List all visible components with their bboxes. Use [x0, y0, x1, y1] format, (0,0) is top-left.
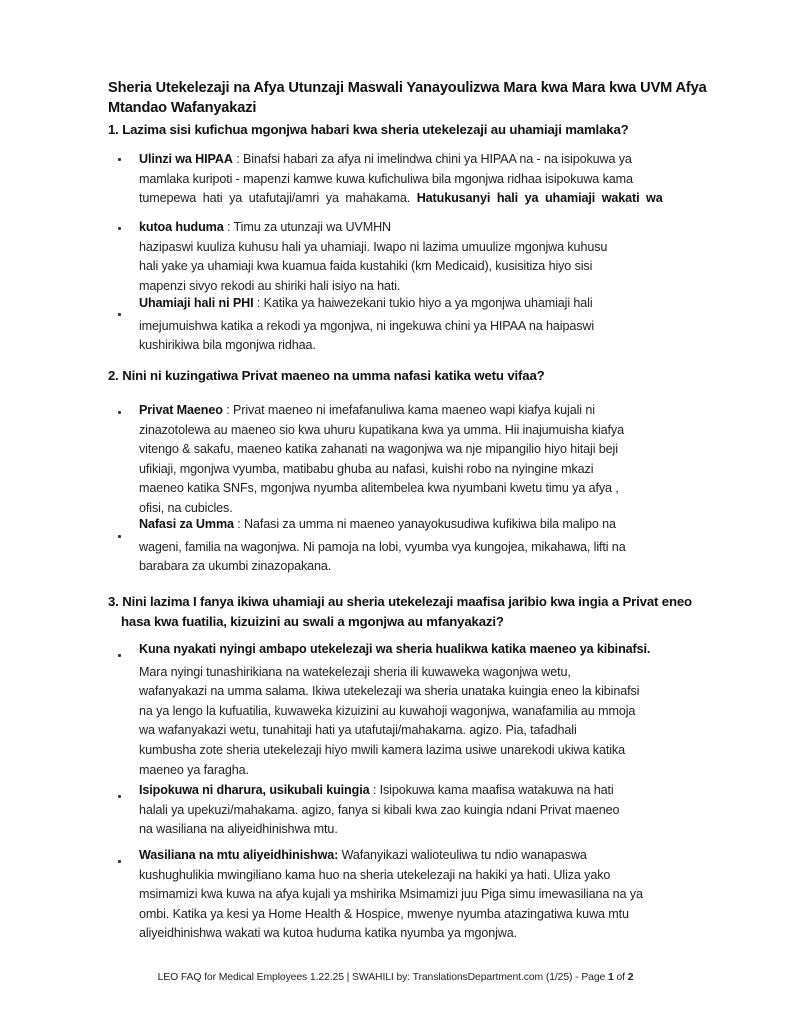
- item-text: : Katika ya haiwezekani tukio hiyo a ya mgonjwa uhamiaji hali: [253, 296, 593, 310]
- item-text: : Nafasi za umma ni maeneo yanayokusudiwa kufikiwa bila malipo na: [233, 517, 616, 531]
- footer-of-label: of: [613, 972, 628, 983]
- question-3-line-1: 3. Nini lazima I fanya ikiwa uhamiaji au sheria utekelezaji maafisa jaribio kwa ingia a Privat eneo: [108, 594, 692, 609]
- answer-item-privat-maeneo: [139, 401, 709, 519]
- item-text: maeneo ya faragha.: [139, 762, 249, 777]
- item-text: zinazotolewa au maeneo sio kwa uhuru kupatikana kwa ya umma. Hii inajumuisha kiafya: [139, 422, 624, 437]
- answer-item-kuna-nyakati: [139, 640, 709, 780]
- question-2: 2. Nini ni kuzingatiwa Privat maeneo na umma nafasi katika wetu vifaa?: [108, 368, 545, 383]
- item-text: Mara nyingi tunashirikiana na watekelezaji sheria ili kuwaweka wagonjwa wetu,: [139, 664, 571, 679]
- item-text: maeneo katika SNFs, mgonjwa nyumba alitembelea kwa nyumbani kwetu timu ya afya ,: [139, 481, 619, 496]
- item-text: wafanyakazi na umma salama. Ikiwa utekelezaji wa sheria unataka kuingia eneo la kibinafsi: [139, 684, 640, 699]
- item-text: tumepewa hati ya utafutaji/amri ya mahakama.: [139, 191, 417, 206]
- item-text: kushirikiwa bila mgonjwa ridhaa.: [139, 338, 316, 353]
- item-text: na ya lengo la kufuatilia, kuwaweka kizuizini au kuwahoji wagonjwa, wanafamilia au mmoja: [139, 703, 636, 718]
- answer-item-wasiliana: [139, 846, 709, 944]
- item-text: mapenzi sivyo rekodi au shiriki hali isiyo na hati.: [139, 278, 401, 293]
- question-3-line-2: hasa kwa fuatilia, kizuizini au swali a mgonjwa au mfanyakazi?: [121, 614, 504, 629]
- item-label: Uhamiaji hali ni PHI: [139, 296, 254, 310]
- item-text: mamlaka kuripoti - mapenzi kamwe kuwa kufichuliwa bila mgonjwa ridhaa isipokuwa kama: [139, 171, 633, 186]
- item-text: hazipaswi kuuliza kuhusu hali ya uhamiaji. Iwapo ni lazima umuulize mgonjwa kuhusu: [139, 239, 608, 254]
- bullet-icon: [117, 408, 125, 416]
- item-text: barabara za ukumbi zinazopakana.: [139, 559, 332, 574]
- page-footer: [0, 972, 791, 983]
- bullet-icon: [117, 532, 125, 540]
- bullet-icon: [117, 310, 125, 318]
- bullet-icon: [117, 651, 125, 659]
- footer-page-current: 1: [607, 972, 614, 983]
- item-text: ufikiaji, mgonjwa vyumba, matibabu ghuba au nafasi, kuishi robo na nyingine mkazi: [139, 461, 594, 476]
- item-text: na wasiliana na aliyeidhinishwa mtu.: [139, 822, 338, 837]
- item-text: kushughulikia mwingiliano kama huo na sheria utekelezaji na hakiki ya hati. Uliza yako: [139, 867, 611, 882]
- item-text: halali ya upekuzi/mahakama. agizo, fanya si kibali kwa zao kuingia ndani Privat maeneo: [139, 802, 620, 817]
- bullet-icon: [117, 224, 125, 232]
- item-text: wa wafanyakazi wetu, tunahitaji hati ya utafutaji/mahakama. agizo. Pia, tafadhali: [139, 723, 577, 738]
- answer-item-phi: [139, 294, 709, 356]
- title-line-1: Sheria Utekelezaji na Afya Utunzaji Maswali Yanayoulizwa Mara kwa Mara kwa UVM Afya: [108, 80, 707, 96]
- footer-page-total: 2: [627, 972, 634, 983]
- item-text: : Isipokuwa kama maafisa watakuwa na hati: [369, 783, 614, 797]
- bullet-icon: [117, 155, 125, 163]
- item-bold-text: Hatukusanyi hali ya uhamiaji wakati wa: [416, 191, 663, 206]
- item-text: vitengo & sakafu, maeneo katika zahanati na wagonjwa wa nje mipangilio hiyo hitaji beji: [139, 442, 618, 457]
- item-label: Isipokuwa ni dharura, usikubali kuingia: [139, 783, 370, 797]
- answer-item-dharura: [139, 781, 709, 840]
- item-text: hali yake ya uhamiaji kwa kuamua faida kustahiki (km Medicaid), kusisitiza hiyo sisi: [139, 259, 593, 274]
- item-label: Ulinzi wa HIPAA: [139, 152, 233, 166]
- item-text: : Privat maeneo ni imefafanuliwa kama maeneo wapi kiafya kujali ni: [222, 403, 595, 417]
- item-text: imejumuishwa katika a rekodi ya mgonjwa, ni ingekuwa chini ya HIPAA na haipaswi: [139, 318, 595, 333]
- item-label: Privat Maeneo: [139, 403, 223, 417]
- footer-text: LEO FAQ for Medical Employees 1.22.25 | SWAHILI by: TranslationsDepartment.com (1/25) - Page: [157, 972, 608, 983]
- item-text: : Timu za utunzaji wa UVMHN: [223, 220, 392, 234]
- item-label: Kuna nyakati nyingi ambapo utekelezaji wa sheria hualikwa katika maeneo ya kibinafsi.: [139, 642, 651, 656]
- item-text: kumbusha zote sheria utekelezaji hiyo mwili kamera lazima usiwe unarekodi ukiwa katika: [139, 742, 625, 757]
- item-text: Wafanyikazi walioteuliwa tu ndio wanapaswa: [338, 848, 587, 862]
- item-label: Wasiliana na mtu aliyeidhinishwa:: [139, 848, 339, 862]
- item-text: aliyeidhinishwa wakati wa kutoa huduma katika nyumba ya mgonjwa.: [139, 926, 518, 941]
- item-text: msimamizi kwa kuwa na afya kujali ya mshirika Msimamizi juu Piga simu imewasiliana na ya: [139, 887, 643, 902]
- answer-item-kutoa-huduma: [139, 218, 709, 296]
- item-label: Nafasi za Umma: [139, 517, 234, 531]
- answer-item-nafasi-za-umma: [139, 515, 709, 577]
- title-line-2: Mtandao Wafanyakazi: [108, 100, 257, 116]
- question-1: 1. Lazima sisi kufichua mgonjwa habari kwa sheria utekelezaji au uhamiaji mamlaka?: [108, 122, 629, 137]
- item-text: wageni, familia na wagonjwa. Ni pamoja na lobi, vyumba vya kungojea, mikahawa, lifti na: [139, 539, 626, 554]
- bullet-icon: [117, 857, 125, 865]
- answer-item-hipaa: [139, 150, 709, 209]
- item-label: kutoa huduma: [139, 220, 224, 234]
- item-text: : Binafsi habari za afya ni imelindwa chini ya HIPAA na - na isipokuwa ya: [232, 152, 632, 166]
- document-title: [108, 78, 708, 118]
- item-text: ombi. Katika ya kesi ya Home Health & Hospice, mwenye nyumba atazingatiwa kuwa mtu: [139, 906, 629, 921]
- item-text: ofisi, na cubicles.: [139, 500, 233, 515]
- bullet-icon: [117, 792, 125, 800]
- question-3: [108, 592, 708, 632]
